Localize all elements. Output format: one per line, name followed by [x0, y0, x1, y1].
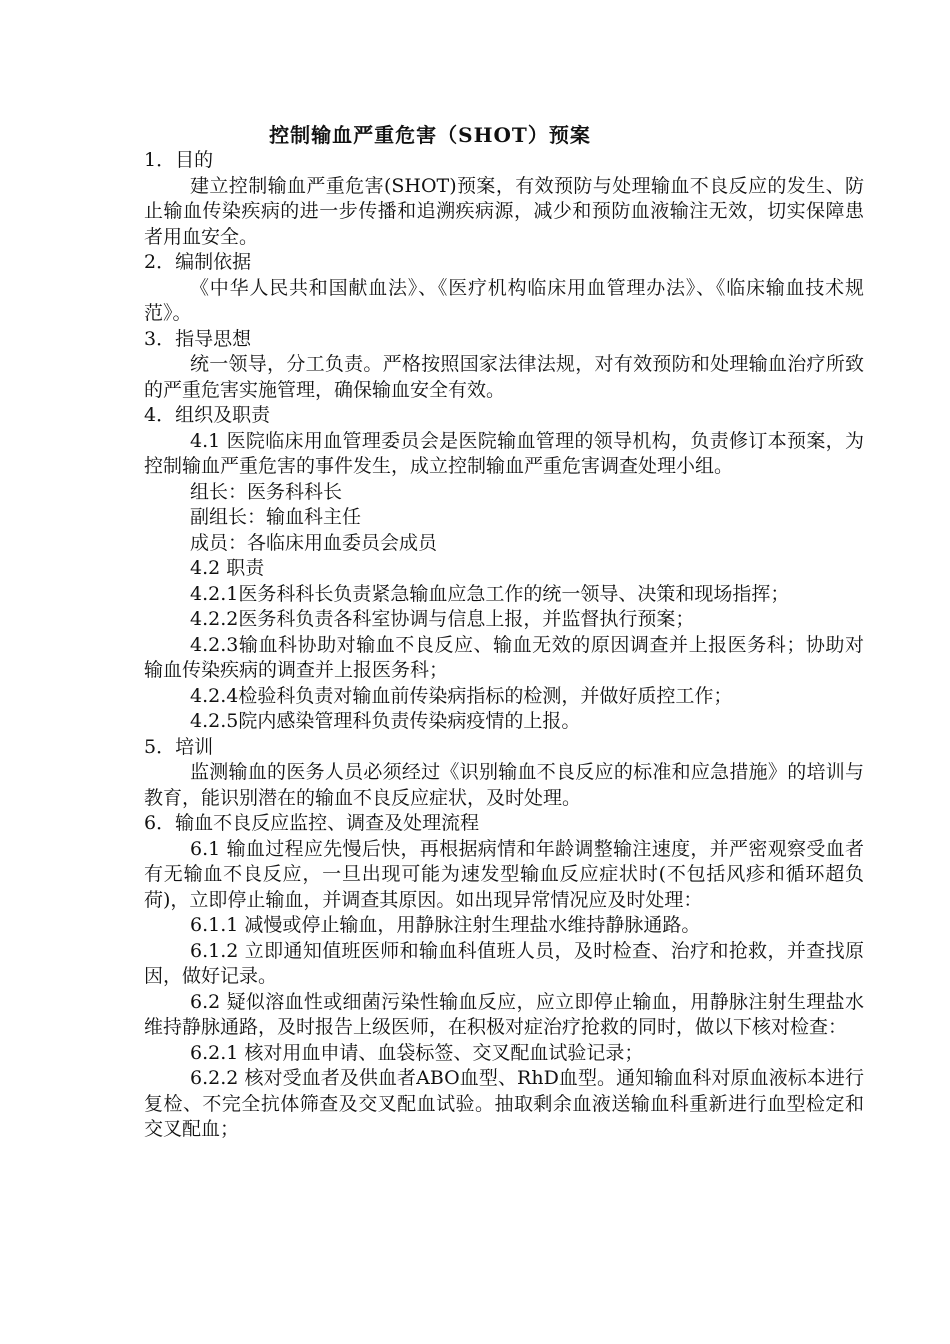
paragraph: 4.2.3输血科协助对输血不良反应、输血无效的原因调查并上报医务科；协助对输血传染疾病的调查并上报医务科； [144, 633, 864, 681]
paragraph: 统一领导，分工负责。严格按照国家法律法规，对有效预防和处理输血治疗所致的严重危害实施管理，确保输血安全有效。 [144, 353, 864, 401]
paragraph: 4.1 医院临床用血管理委员会是医院输血管理的领导机构，负责修订本预案，为控制输血严重危害的事件发生，成立控制输血严重危害调查处理小组。 [144, 429, 864, 477]
paragraph: 6.1.2 立即通知值班医师和输血科值班人员，及时检查、治疗和抢救，并查找原因，做好记录。 [144, 939, 864, 987]
section-heading: 5．培训 [144, 735, 214, 758]
paragraph: 6.2.2 核对受血者及供血者ABO血型、RhD血型。通知输血科对原血液标本进行复检、不完全抗体筛查及交叉配血试验。抽取剩余血液送输血科重新进行血型检定和交叉配血； [144, 1067, 864, 1140]
document-title: 控制输血严重危害（SHOT）预案 [269, 123, 591, 147]
paragraph: 6.1.1 减慢或停止输血，用静脉注射生理盐水维持静脉通路。 [190, 914, 701, 936]
document-body [144, 148, 864, 1143]
paragraph: 4.2 职责 [190, 557, 265, 579]
paragraph: 4.2.1医务科科长负责紧急输血应急工作的统一领导、决策和现场指挥； [190, 582, 790, 605]
paragraph: 《中华人民共和国献血法》、《医疗机构临床用血管理办法》、《临床输血技术规范》。 [144, 276, 864, 324]
paragraph: 副组长：输血科主任 [190, 506, 362, 528]
section-heading: 1．目的 [144, 149, 214, 171]
paragraph: 成员：各临床用血委员会成员 [190, 531, 438, 554]
section-heading: 2．编制依据 [144, 251, 252, 273]
paragraph: 6.2.1 核对用血申请、血袋标签、交叉配血试验记录； [190, 1041, 644, 1064]
section-heading: 4．组织及职责 [144, 404, 271, 426]
paragraph: 4.2.5院内感染管理科负责传染病疫情的上报。 [190, 710, 581, 732]
paragraph: 4.2.2医务科负责各科室协调与信息上报，并监督执行预案； [190, 608, 695, 630]
paragraph: 4.2.4检验科负责对输血前传染病指标的检测，并做好质控工作； [190, 684, 733, 707]
section-heading: 6．输血不良反应监控、调查及处理流程 [144, 812, 480, 834]
paragraph: 6.1 输血过程应先慢后快，再根据病情和年龄调整输注速度，并严密观察受血者有无输血不良反应，一旦出现可能为速发型输血反应症状时(不包括风疹和循环超负荷)，立即停止输血，并调查其原因。如出现异常情况应及时处理： [144, 837, 864, 911]
section-heading: 3．指导思想 [144, 327, 252, 350]
paragraph: 建立控制输血严重危害(SHOT)预案，有效预防与处理输血不良反应的发生、防止输血传染疾病的进一步传播和追溯疾病源，减少和预防血液输注无效，切实保障患者用血安全。 [144, 174, 864, 248]
paragraph: 组长：医务科科长 [190, 480, 343, 503]
paragraph: 6.2 疑似溶血性或细菌污染性输血反应，应立即停止输血，用静脉注射生理盐水维持静脉通路，及时报告上级医师，在积极对症治疗抢救的同时，做以下核对检查： [144, 990, 864, 1038]
paragraph: 监测输血的医务人员必须经过《识别输血不良反应的标准和应急措施》的培训与教育，能识别潜在的输血不良反应症状，及时处理。 [144, 761, 864, 809]
